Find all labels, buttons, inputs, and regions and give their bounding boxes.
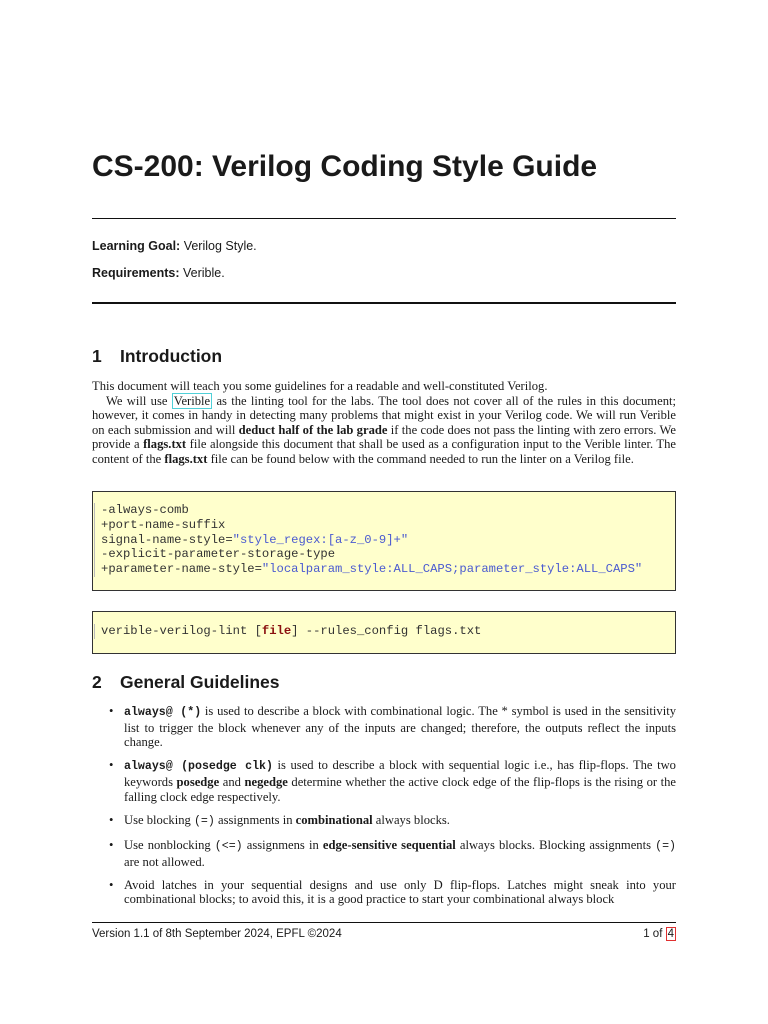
page-number <box>643 928 676 940</box>
nonblocking-code: (<=) <box>214 839 243 853</box>
page-total-link[interactable]: 4 <box>667 928 674 940</box>
lint-command <box>94 624 675 639</box>
bullet-4-text-b: assignmens in <box>242 837 323 852</box>
code-line-4: -explicit-parameter-storage-type <box>101 547 336 562</box>
learning-goal <box>92 239 257 253</box>
list-item <box>92 878 676 907</box>
guidelines-list <box>92 704 676 916</box>
flags-code <box>94 503 675 577</box>
section-1-title: Introduction <box>120 346 223 366</box>
code-line-3-string: "style_regex:[a-z_0-9]+" <box>232 532 409 547</box>
blocking-code-2: (=) <box>655 839 676 853</box>
always-seq-code: always@ (posedge clk) <box>124 760 273 774</box>
bullet-3-text-a: Use blocking <box>124 812 194 827</box>
combinational-bold: combinational <box>295 812 373 827</box>
requirements <box>92 266 225 280</box>
requirements-label: Requirements: <box>92 266 180 280</box>
flags-code-block <box>92 491 676 591</box>
requirements-value: Verible. <box>183 266 225 280</box>
intro-text-d: file alongside this document that shall be used as a configuration input to the Verible linter. The content of the <box>92 437 677 466</box>
bullet-2-text-b: and <box>219 774 245 789</box>
intro-text-a: We will use <box>106 393 172 408</box>
page-footer <box>92 928 676 940</box>
intro-text-e: file can be found below with the command needed to run the linter on a Verilog file. <box>207 451 634 466</box>
section-1-heading <box>92 346 222 367</box>
verible-link[interactable]: Verible <box>173 393 211 408</box>
section-1-number: 1 <box>92 346 102 366</box>
edge-sensitive-bold: edge-sensitive sequential <box>322 837 456 852</box>
code-line-1: -always-comb <box>101 503 189 517</box>
intro-text-c: if the code does not pass the linting with zero errors. We provide a <box>92 422 676 452</box>
intro-bold-flags-2: flags.txt <box>164 451 208 466</box>
lint-command-block <box>92 611 676 654</box>
lint-command-b: ] --rules_config flags.txt <box>291 624 482 638</box>
bullet-1-text: is used to describe a block with combinational logic. The * symbol is used in the sensitivity list to trigger the block whenever any of the inputs are changed; therefore, the outputs reflect the inputs change. <box>124 704 676 750</box>
list-item <box>92 813 676 830</box>
footer-version: Version 1.1 of 8th September 2024, EPFL ©2024 <box>92 928 342 940</box>
intro-sentence-1: This document will teach you some guidelines for a readable and well-constituted Verilog. <box>92 379 548 393</box>
title-rule <box>92 218 676 219</box>
negedge-bold: negedge <box>244 774 288 789</box>
bullet-3-text-b: assignments in <box>214 812 296 827</box>
always-comb-code: always@ (*) <box>124 706 202 719</box>
bullet-icon: • <box>109 877 114 892</box>
bullet-5-text: Avoid latches in your sequential designs and use only D flip-flops. Latches might sneak into your combinational blocks; to avoid this, it is a good practice to start your combinational always block <box>124 877 676 907</box>
section-2-title: General Guidelines <box>120 672 280 692</box>
code-line-2: +port-name-suffix <box>101 517 226 532</box>
document-title: CS-200: Verilog Coding Style Guide <box>92 150 598 183</box>
intro-bold-flags-1: flags.txt <box>143 437 187 452</box>
lint-command-file-keyword: file <box>261 624 292 638</box>
posedge-bold: posedge <box>176 774 220 789</box>
page-current: 1 of <box>643 928 666 940</box>
bullet-icon: • <box>109 758 114 773</box>
list-item <box>92 758 676 804</box>
bullet-4-text-c: always blocks. Blocking assignments <box>455 837 656 852</box>
section-2-heading <box>92 672 280 693</box>
footer-rule <box>92 922 676 923</box>
learning-goal-value: Verilog Style. <box>183 239 257 253</box>
bullet-icon: • <box>109 704 114 718</box>
section-2-number: 2 <box>92 672 102 692</box>
learning-goal-label: Learning Goal: <box>92 239 181 253</box>
intro-paragraph <box>92 379 676 467</box>
lint-command-a: verible-verilog-lint [ <box>101 624 262 638</box>
code-line-3: signal-name-style= <box>101 532 233 547</box>
bullet-4-text-d: are not allowed. <box>124 854 205 869</box>
list-item <box>92 838 676 869</box>
blocking-code: (=) <box>193 814 215 828</box>
bullet-3-text-c: always blocks. <box>372 812 450 827</box>
bullet-2-text-a: is used to describe a block with sequential logic i.e., has flip-flops. The two keywords <box>124 758 676 789</box>
bullet-icon: • <box>109 812 114 827</box>
bullet-icon: • <box>109 837 114 852</box>
intro-text-b: as the linting tool for the labs. The tool does not cover all of the rules in this document; however, it comes in handy in detecting many problems that might exist in your Verilog code. We will run Verible on each submission and will <box>92 393 676 437</box>
bullet-2-text-c: determine whether the active clock edge of the flip-flops is the rising or the falling clock edge respectively. <box>124 774 676 804</box>
meta-rule <box>92 302 676 304</box>
list-item <box>92 704 676 750</box>
intro-bold-deduct: deduct half of the lab grade <box>238 422 388 437</box>
code-line-5-string: "localparam_style:ALL_CAPS;parameter_style:ALL_CAPS" <box>261 562 643 577</box>
code-line-5: +parameter-name-style= <box>101 562 262 577</box>
bullet-4-text-a: Use nonblocking <box>124 837 215 852</box>
